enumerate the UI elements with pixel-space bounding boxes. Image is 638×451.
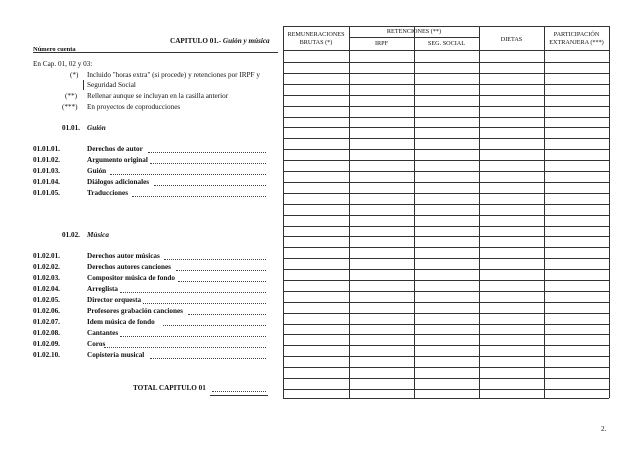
item-label: Guión [87,167,107,175]
leader-dots [154,185,266,186]
grid-rule [283,95,609,96]
item-code: 01.01.03. [33,167,60,175]
item-label: Coros [87,340,106,348]
grid-rule [479,26,480,398]
grid-rule [283,73,609,74]
item-label: Director orquesta [87,296,142,304]
leader-dots [176,270,266,271]
col-header-irpf: IRPF [374,40,389,47]
leader-dots [104,347,266,348]
chapter-title-prefix: CAPITULO 01.- [170,37,223,45]
grid-rule [283,247,609,248]
grid-rule [283,215,609,216]
item-code: 01.01.02. [33,156,60,164]
item-label: Derechos autores canciones [87,263,171,271]
grid-rule [283,106,609,107]
item-label: Derechos de autor [87,145,143,153]
item-label: Derechos autor músicas [87,252,160,260]
grid-rule [283,138,609,139]
grid-rule [283,182,609,183]
leader-dots [143,303,266,304]
num-cuenta-label: Número cuenta [33,46,76,53]
item-code: 01.01.04. [33,178,60,186]
total-leader-dots [212,391,266,392]
grid-rule [349,37,479,38]
total-rule [210,395,268,396]
grid-rule [283,367,609,368]
grid-rule [283,204,609,205]
grid-rule [283,302,609,303]
item-code: 01.02.10. [33,351,60,359]
grid-rule [283,280,609,281]
item-code: 01.02.07. [33,318,60,326]
grid-rule [283,84,609,85]
item-label: Diálogos adicionales [87,178,150,186]
note-1-line2: Seguridad Social [87,81,136,89]
grid-rule [283,258,609,259]
grid-rule [283,324,609,325]
item-code: 01.02.04. [33,285,60,293]
leader-dots [110,174,266,175]
item-code: 01.02.06. [33,307,60,315]
grid-rule [283,291,609,292]
leader-dots [150,163,266,164]
page-number: 2. [601,425,607,433]
item-code: 01.02.02. [33,263,60,271]
grid-rule [283,26,609,27]
item-label: Compositor música de fondo [87,274,175,282]
grid-rule [283,149,609,150]
note-3-mark: (***) [62,103,78,111]
leader-dots [150,358,266,359]
item-code: 01.02.05. [33,296,60,304]
grid-rule [283,313,609,314]
leader-dots [163,325,266,326]
leader-dots [148,152,266,153]
grid-rule [609,26,610,398]
item-code: 01.02.03. [33,274,60,282]
leader-dots [178,281,266,282]
leader-dots [120,336,266,337]
grid-rule [283,236,609,237]
col-header-retenciones: RETENCIONES (**) [386,28,442,35]
item-code: 01.02.01. [33,252,60,260]
grid-rule [283,193,609,194]
leader-dots [164,259,266,260]
col-header-participacion: PARTICIPACIÓN EXTRANJERA (***) [549,31,604,46]
section-title: Música [87,231,109,239]
chapter-title [170,37,270,45]
item-code: 01.02.09. [33,340,60,348]
grid-rule [349,26,350,398]
note-bracket [83,80,84,90]
item-code: 01.02.08. [33,329,60,337]
grid-rule [283,389,609,390]
leader-dots [132,196,266,197]
grid-rule [283,117,609,118]
leader-dots [120,292,266,293]
total-label: TOTAL CAPITULO 01 [133,384,206,392]
grid-rule [283,50,609,51]
grid-rule [283,26,284,398]
item-label: Profesores grabación canciones [87,307,183,315]
item-label: Copistería musical [87,351,145,359]
note-2-mark: (**) [65,92,77,100]
note-1-mark: (*) [70,71,79,79]
col-header-remuneraciones: REMUNERACIONES BRUTAS (*) [287,31,345,46]
grid-rule [283,226,609,227]
grid-rule [283,356,609,357]
item-code: 01.01.01. [33,145,60,153]
note-2-text: Rellenar aunque se incluyan en la casilla anterior [87,92,229,100]
grid-rule [283,345,609,346]
item-label: Arreglista [87,285,119,293]
item-label: Traducciones [87,189,128,197]
col-header-dietas: DIETAS [500,36,523,43]
col-header-seg-social: SEG. SOCIAL [427,40,466,47]
chapter-title-subject: Guión y música [222,37,270,45]
notes-intro: En Cap. 01, 02 y 03: [33,60,93,68]
section-title: Guión [87,124,106,132]
grid-rule [283,171,609,172]
section-code: 01.01. [62,124,80,132]
item-label: Idem música de fondo [87,318,155,326]
grid-rule [544,26,545,398]
grid-rule [283,378,609,379]
grid-rule [283,160,609,161]
grid-rule [283,127,609,128]
grid-rule [283,334,609,335]
section-code: 01.02. [62,231,80,239]
item-label: Argumento original [87,156,148,164]
item-label: Cantantes [87,329,119,337]
grid-rule [283,398,609,399]
note-3-text: En proyectos de coproducciones [87,103,181,111]
leader-dots [188,314,266,315]
note-1-line1: Incluido "horas extra" (si procede) y retenciones por IRPF y [87,71,260,79]
grid-rule [414,26,415,398]
grid-rule [283,269,609,270]
grid-rule [283,62,609,63]
item-code: 01.01.05. [33,189,60,197]
